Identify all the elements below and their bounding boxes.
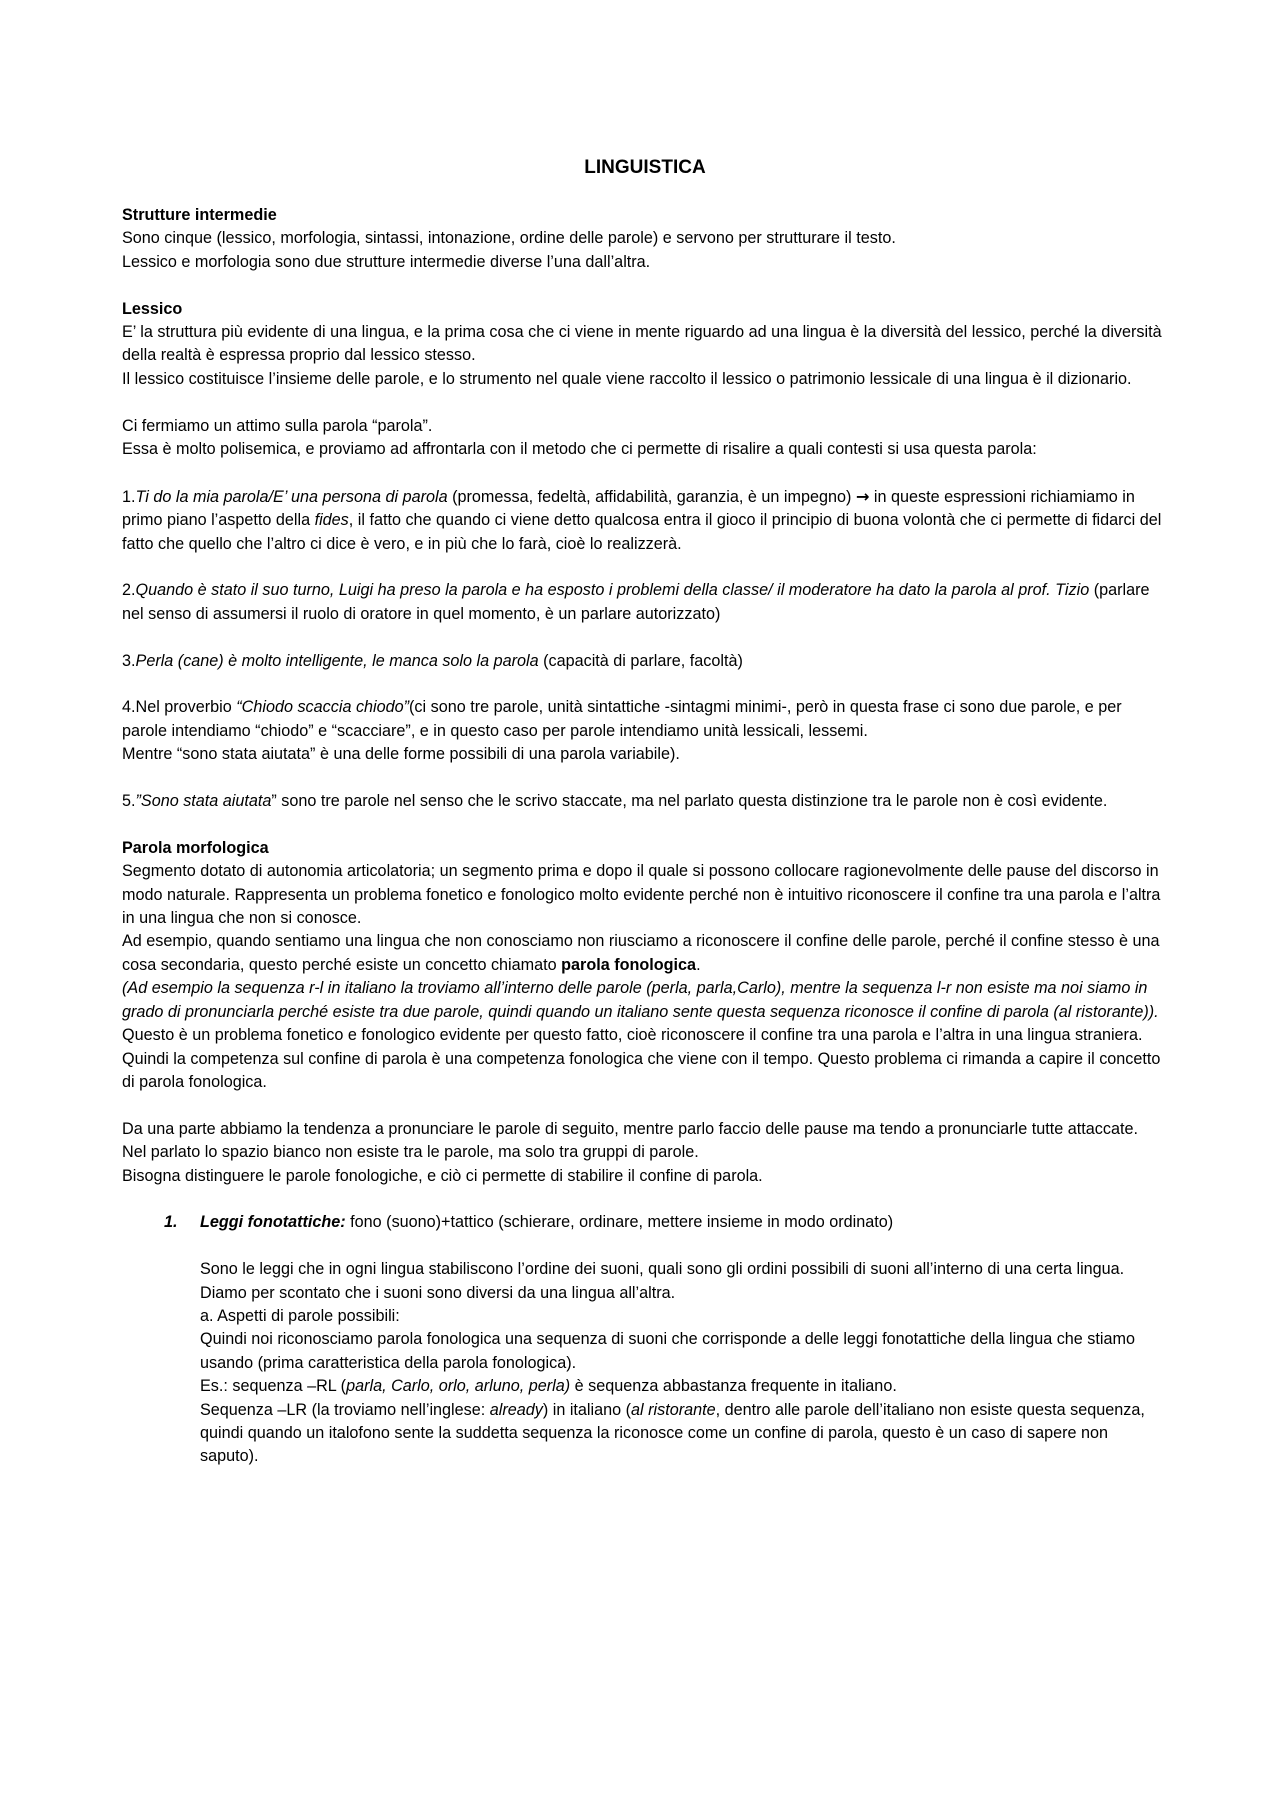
section-parola-intro xyxy=(122,415,1168,462)
list-item-body xyxy=(200,1258,1168,1469)
section-heading: Lessico xyxy=(122,299,183,318)
paragraph: Questo è un problema fonetico e fonologico evidente per questo fatto, cioè riconoscere il confine tra una parola e l’altra in una lingua straniera. xyxy=(122,1026,1143,1045)
term-leggi-fonotattiche: Leggi fonotattiche: xyxy=(200,1213,346,1232)
example-text: al ristorante xyxy=(631,1400,716,1419)
paragraph: Segmento dotato di autonomia articolatoria; un segmento prima e dopo il quale si possono collocare ragionevolmente delle pause del discorso in modo naturale. Rappresenta un problema fonetico e fonologico molto evidente perché non è intuitivo riconoscere il confine tra una parola e l’altra in una lingua che non si conosce. xyxy=(122,862,1161,928)
text-run: fono (suono)+tattico (schierare, ordinare, mettere insieme in modo ordinato) xyxy=(345,1213,894,1232)
list-item-leggi-fonotattiche xyxy=(122,1211,1168,1468)
section-parola-morfologica xyxy=(122,837,1168,1094)
text-run: , dentro alle parole dell’italiano non esiste questa sequenza, quindi quando un italofono sente la suddetta sequenza la riconosce come un confine di parola, questo è un caso di sapere non saputo). xyxy=(200,1400,1145,1466)
section-heading: Strutture intermedie xyxy=(122,206,277,224)
paragraph: Il lessico costituisce l’insieme delle parole, e lo strumento nel quale viene raccolto il lessico o patrimonio lessicale di una lingua è il dizionario. xyxy=(122,369,1132,388)
example-paragraph-4 xyxy=(122,696,1168,766)
example-gloss: (capacità di parlare, facoltà) xyxy=(538,651,743,670)
example-text: already xyxy=(489,1400,543,1419)
paragraph xyxy=(200,1375,1168,1398)
section-lessico xyxy=(122,298,1168,392)
text-run: è sequenza abbastanza frequente in italiano. xyxy=(570,1377,897,1396)
example-number: 5. xyxy=(122,792,136,811)
example-paragraph-2 xyxy=(122,579,1168,626)
section-strutture-intermedie xyxy=(122,204,1168,274)
paragraph: Diamo per scontato che i suoni sono diversi da una lingua all’altra. xyxy=(200,1283,676,1302)
example-gloss: (promessa, fedeltà, affidabilità, garanzia, è un impegno) xyxy=(447,487,856,506)
example-text: parla, Carlo, orlo, arluno, perla) xyxy=(346,1377,571,1396)
example-text: (Ad esempio la sequenza r-l in italiano la troviamo all’interno delle parole (perla, parla,Carlo), mentre la sequenza l-r non esiste ma noi siamo in grado di pronunciarla perché esiste tra due parole, quindi quando un italiano sente questa sequenza riconosce il confine di parola (al ristorante)). xyxy=(122,979,1159,1021)
paragraph xyxy=(122,696,1168,743)
paragraph-italic xyxy=(122,977,1168,1024)
example-paragraph-3 xyxy=(122,650,1168,673)
example-comment: , il fatto che quando ci viene detto qualcosa entra il gioco il principio di buona volontà che ci permette di fidarci del fatto che quello che l’altro ci dice è vero, e in più che lo farà, cioè lo realizzerà. xyxy=(122,511,1162,553)
text-run: Sequenza –LR (la troviamo nell’inglese: xyxy=(200,1400,490,1419)
paragraph: Bisogna distinguere le parole fonologiche, e ciò ci permette di stabilire il confine di parola. xyxy=(122,1166,763,1185)
term-parola-fonologica: parola fonologica xyxy=(561,955,697,974)
example-gloss: (parlare nel senso di assumersi il ruolo di oratore in quel momento, è un parlare autorizzato) xyxy=(122,581,1150,623)
example-paragraph-1 xyxy=(122,485,1168,556)
text-run: ) in italiano ( xyxy=(542,1400,632,1419)
example-text: Perla (cane) è molto intelligente, le manca solo la parola xyxy=(135,651,539,670)
example-text: Ti do la mia parola/E’ una persona di parola xyxy=(135,487,448,506)
example-intro: 4.Nel proverbio xyxy=(122,698,237,717)
paragraph xyxy=(200,1399,1168,1469)
example-text: ”Sono stata aiutata xyxy=(135,792,272,811)
text-run: Ad esempio, quando sentiamo una lingua che non conosciamo non riusciamo a riconoscere il confine delle parole, perché il confine stesso è una cosa secondaria, questo perché esiste un concetto chiamato xyxy=(122,932,1160,974)
term-fides: fides xyxy=(314,511,349,530)
text-run: . xyxy=(696,955,701,974)
example-number: 1. xyxy=(122,487,136,506)
example-number: 2. xyxy=(122,581,136,600)
paragraph: Sono le leggi che in ogni lingua stabiliscono l’ordine dei suoni, quali sono gli ordini possibili di suoni all’interno di una certa lingua. xyxy=(200,1260,1125,1279)
paragraph: a. Aspetti di parole possibili: xyxy=(200,1306,400,1325)
paragraph: Essa è molto polisemica, e proviamo ad affrontarla con il metodo che ci permette di risalire a quali contesti si usa questa parola: xyxy=(122,440,1037,459)
example-paragraph-5 xyxy=(122,790,1168,813)
paragraph: Quindi la competenza sul confine di parola è una competenza fonologica che viene con il tempo. Questo problema ci rimanda a capire il concetto di parola fonologica. xyxy=(122,1049,1161,1091)
example-gloss: ” sono tre parole nel senso che le scrivo staccate, ma nel parlato questa distinzione tra le parole non è così evidente. xyxy=(271,792,1108,811)
paragraph: Ci fermiamo un attimo sulla parola “parola”. xyxy=(122,416,433,435)
example-gloss: (ci sono tre parole, unità sintattiche -sintagmi minimi-, però in questa frase ci sono due parole, e per parole intendiamo “chiodo” e “scacciare”, e in questo caso per parole intendiamo unità lessicali, lessemi. xyxy=(122,698,1122,740)
paragraph: Lessico e morfologia sono due strutture intermedie diverse l’una dall’altra. xyxy=(122,252,651,271)
paragraph: E’ la struttura più evidente di una lingua, e la prima cosa che ci viene in mente riguardo ad una lingua è la diversità del lessico, perché la diversità della realtà è espressa proprio dal lessico stesso. xyxy=(122,323,1162,365)
paragraph: Quindi noi riconosciamo parola fonologica una sequenza di suoni che corrisponde a delle leggi fonotattiche della lingua che stiamo usando (prima caratteristica della parola fonologica). xyxy=(200,1330,1135,1372)
list-number: 1. xyxy=(164,1213,178,1232)
document-title: LINGUISTICA xyxy=(584,157,706,178)
example-comment: in queste espressioni richiamiamo in primo piano l’aspetto della xyxy=(122,487,1135,530)
paragraph xyxy=(122,930,1168,977)
example-text: “Chiodo scaccia chiodo” xyxy=(236,698,410,717)
section-heading: Parola morfologica xyxy=(122,838,269,857)
paragraph: Sono cinque (lessico, morfologia, sintassi, intonazione, ordine delle parole) e servono per strutturare il testo. xyxy=(122,229,896,248)
paragraph: Da una parte abbiamo la tendenza a pronunciare le parole di seguito, mentre parlo faccio delle pause ma tendo a pronunciarle tutte attaccate. xyxy=(122,1119,1138,1138)
example-number: 3. xyxy=(122,651,136,670)
paragraph: Mentre “sono stata aiutata” è una delle forme possibili di una parola variabile). xyxy=(122,745,680,764)
example-text: Quando è stato il suo turno, Luigi ha preso la parola e ha esposto i problemi della classe/ il moderatore ha dato la parola al prof. Tizio xyxy=(135,581,1090,600)
section-parole-seguito xyxy=(122,1118,1168,1188)
text-run: Es.: sequenza –RL ( xyxy=(200,1377,347,1396)
paragraph: Nel parlato lo spazio bianco non esiste tra le parole, ma solo tra gruppi di parole. xyxy=(122,1143,699,1162)
list-item-title xyxy=(200,1211,1168,1234)
arrow-right-icon: → xyxy=(855,486,870,506)
